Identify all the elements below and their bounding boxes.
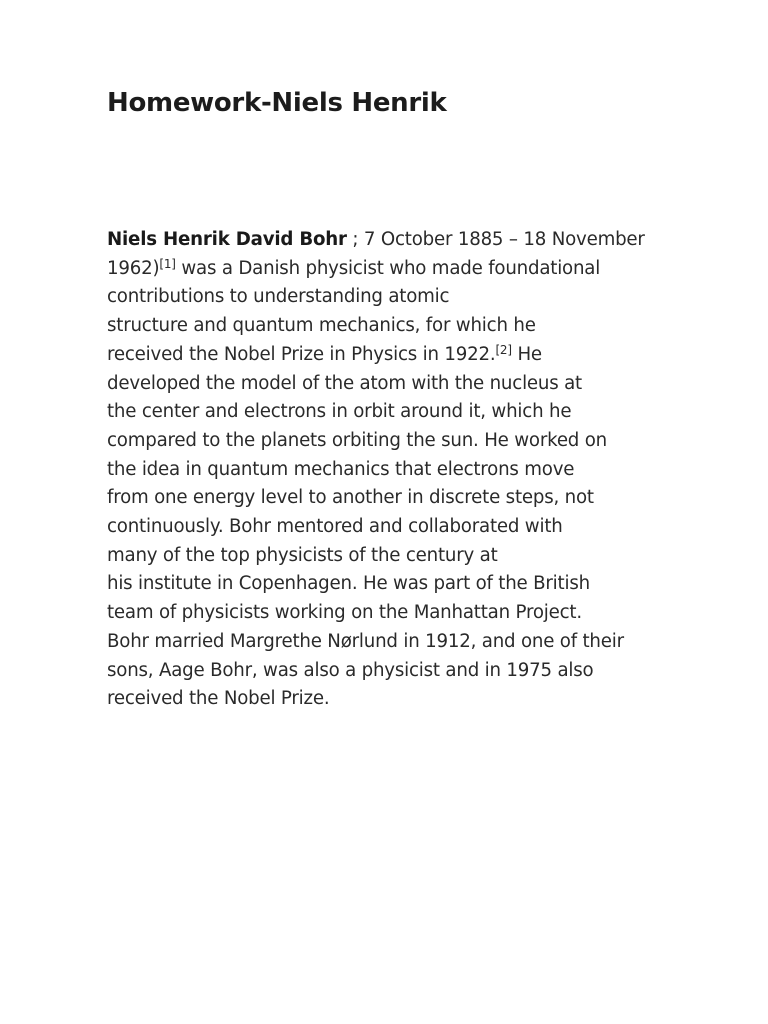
text-line: Bohr married Margrethe Nørlund in 1912, and one of their [107,630,624,652]
text-line: team of physicists working on the Manhattan Project. [107,602,582,624]
text-line: his institute in Copenhagen. He was part of the British [107,573,590,595]
citation-ref-1[interactable]: [1] [159,256,176,271]
text-line: 1962)[1] was a Danish physicist who made foundational [107,256,601,279]
text-line: continuously. Bohr mentored and collaborated with [107,516,563,538]
text-line: received the Nobel Prize in Physics in 1922.[2] He [107,342,542,365]
document-title: Homework-Niels Henrik [107,88,447,118]
text-line: the center and electrons in orbit around it, which he [107,401,572,423]
text-line: developed the model of the atom with the nucleus at [107,372,582,394]
text-line: contributions to understanding atomic [107,286,450,308]
subject-name: Niels Henrik David Bohr [107,229,347,250]
text-line: sons, Aage Bohr, was also a physicist and in 1975 also [107,659,594,681]
text-line: received the Nobel Prize. [107,688,330,710]
text-line: structure and quantum mechanics, for which he [107,315,536,337]
body-paragraph [107,226,667,714]
text-line: the idea in quantum mechanics that electrons move [107,458,575,480]
text-line: Niels Henrik David Bohr ; 7 October 1885 – 18 November [107,229,645,250]
text-line: compared to the planets orbiting the sun. He worked on [107,429,607,451]
citation-ref-2[interactable]: [2] [495,342,512,357]
text-line: from one energy level to another in discrete steps, not [107,487,594,509]
text-line: many of the top physicists of the century at [107,544,498,566]
